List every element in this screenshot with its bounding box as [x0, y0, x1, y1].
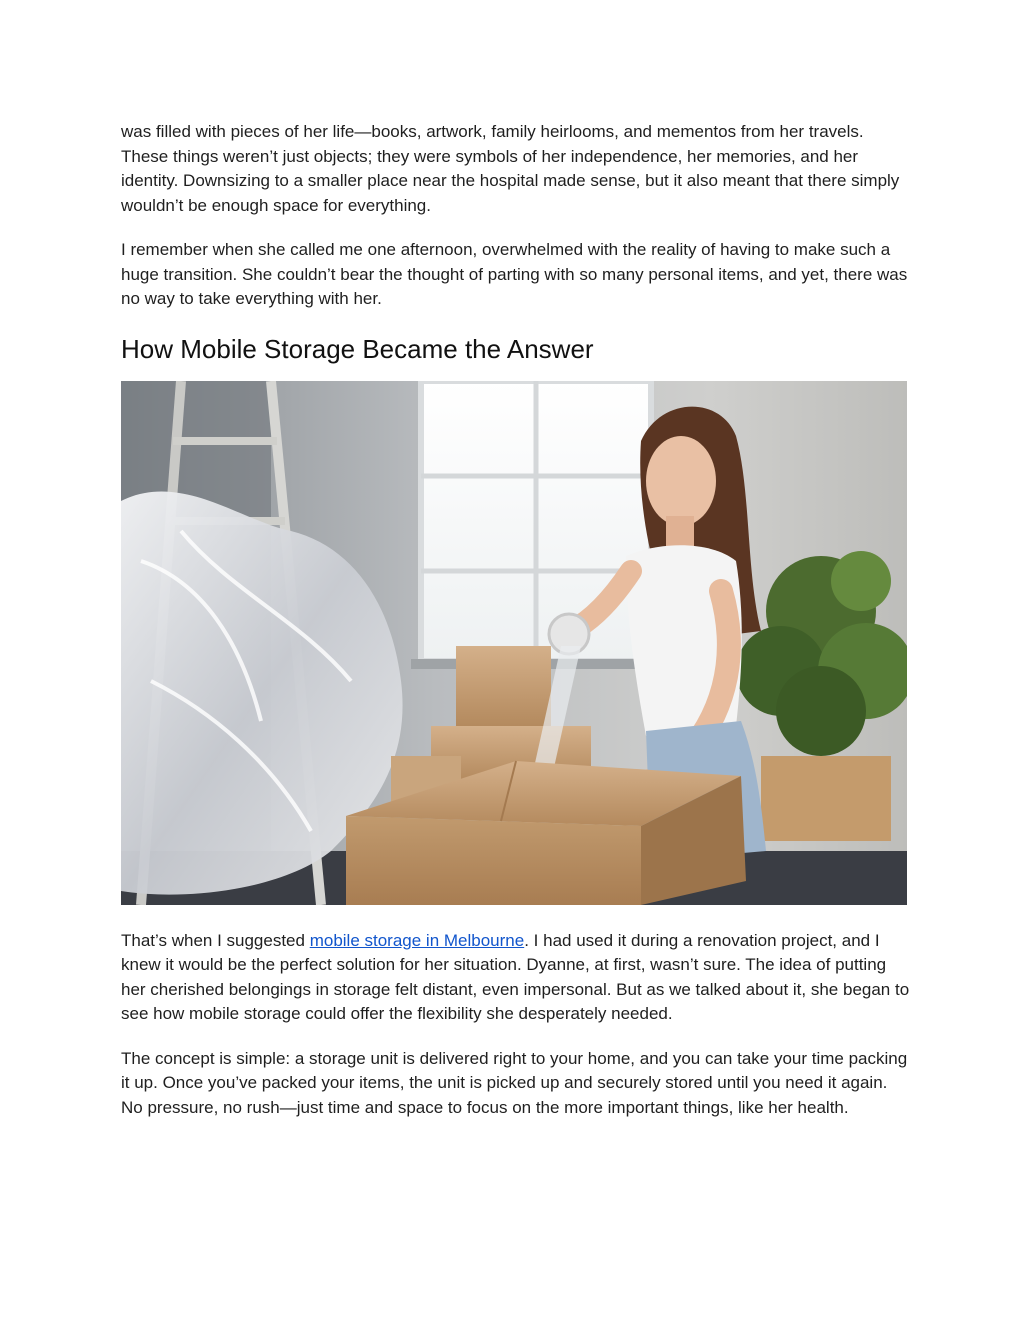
moving-photo	[121, 381, 907, 905]
suggestion-text-before: That’s when I suggested	[121, 930, 310, 950]
paragraph-suggestion	[121, 929, 911, 1027]
paragraph-intro-2: I remember when she called me one afternoon, overwhelmed with the reality of having to make such a huge transition. She couldn’t bear the thought of parting with so many personal items, and yet, there was no way to take everything with her.	[121, 240, 908, 308]
photo-illustration	[121, 381, 907, 905]
paragraph-intro-1: was filled with pieces of her life—books, artwork, family heirlooms, and mementos from her travels. These things weren’t just objects; they were symbols of her independence, her memories, and her identity. Downsizing to a smaller place near the hospital made sense, but it also meant that there simply wouldn’t be enough space for everything.	[121, 122, 900, 215]
section-heading: How Mobile Storage Became the Answer	[121, 333, 594, 364]
document-page	[121, 120, 911, 1120]
mobile-storage-link[interactable]: mobile storage in Melbourne	[309, 930, 525, 950]
paragraph-concept: The concept is simple: a storage unit is delivered right to your home, and you can take your time packing it up. Once you’ve packed your items, the unit is picked up and securely stored until you need it again. No pressure, no rush—just time and space to focus on the more important things, like her health.	[121, 1048, 908, 1117]
suggestion-text-after: . I had used it during a renovation project, and I knew it would be the perfect solution for her situation. Dyanne, at first, wasn’t sure. The idea of putting her cherished belongings in storage felt distant, even impersonal. But as we talked about it, she began to see how mobile storage could offer the flexibility she desperately needed.	[121, 930, 910, 1023]
